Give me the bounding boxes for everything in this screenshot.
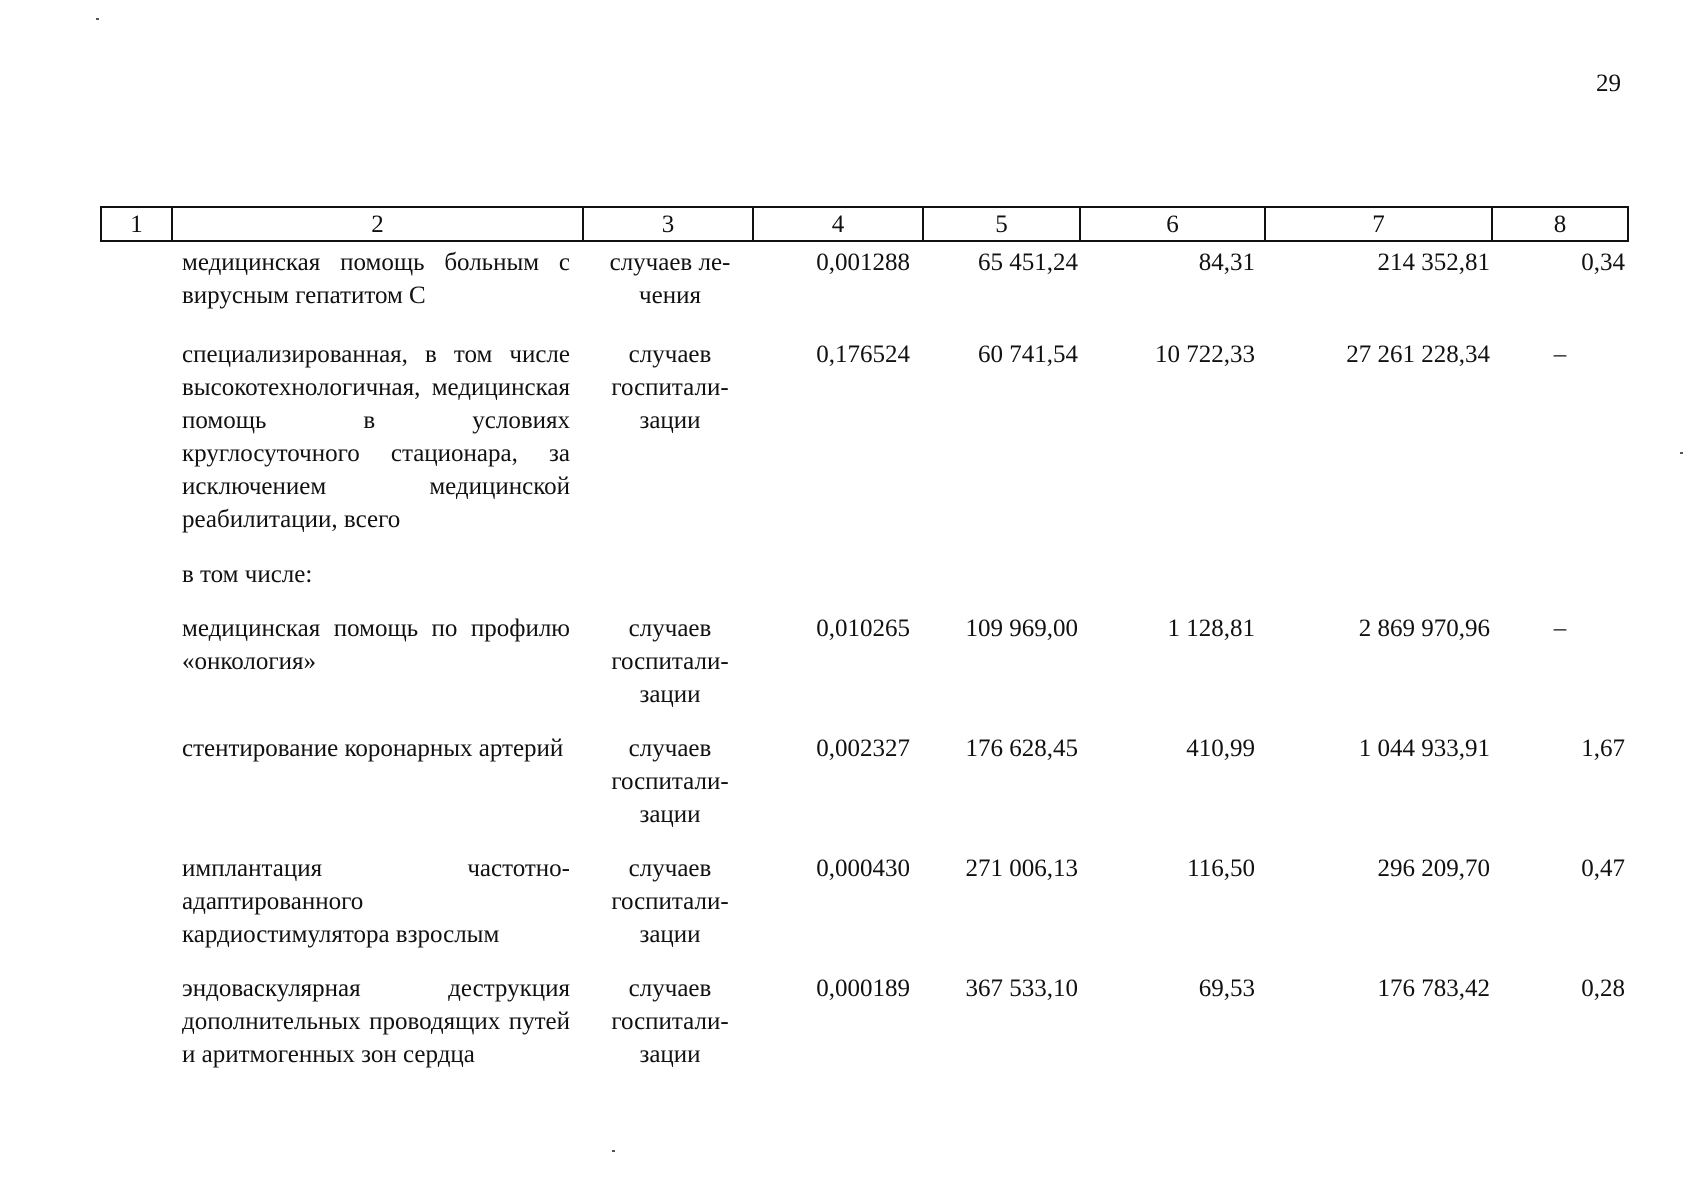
column-number-3: 3 [584,208,754,240]
row-value-col5: 367 533,10 [965,975,1078,1002]
row-name: эндоваскулярная деструкция дополнительных проводящих путей и аритмогенных зон сердца [182,975,570,1068]
row-unit: случаев госпитали- зации [611,975,729,1068]
row-value-col8: 0,47 [1581,855,1625,882]
table-header-row [100,206,1629,242]
row-name: медицинская помощь больным с вирусным гепатитом С [182,249,570,309]
row-name: медицинская помощь по профилю «онкология» [182,615,570,675]
row-value-col8: – [1553,341,1567,368]
column-number-7: 7 [1266,208,1493,240]
row-unit: случаев госпитали- зации [611,735,729,828]
scan-speck [612,1150,615,1152]
row-value-col8: 0,34 [1581,249,1625,276]
row-unit: случаев госпитали- зации [611,341,729,434]
row-value-col7: 214 352,81 [1377,249,1490,276]
row-value-col4: 0,000189 [816,975,910,1002]
row-value-col6: 410,99 [1186,735,1255,762]
scan-speck [96,18,99,20]
column-number-5: 5 [924,208,1081,240]
row-value-col7: 27 261 228,34 [1346,341,1490,368]
column-number-1: 1 [102,208,173,240]
row-value-col4: 0,001288 [816,249,910,276]
row-value-col8: 1,67 [1581,735,1625,762]
row-value-col5: 60 741,54 [978,341,1078,368]
row-value-col6: 116,50 [1187,855,1255,882]
row-value-col5: 65 451,24 [978,249,1078,276]
row-value-col6: 69,53 [1198,975,1255,1002]
row-name: имплантация частотно-адаптированного кардиостимулятора взрослым [182,855,570,948]
row-value-col8: – [1553,615,1567,642]
row-value-col7: 296 209,70 [1377,855,1490,882]
row-unit: случаев госпитали- зации [611,615,729,708]
row-value-col7: 2 869 970,96 [1358,615,1490,642]
row-value-col4: 0,010265 [816,615,910,642]
subheading-in-including: в том числе: [182,561,313,588]
row-value-col8: 0,28 [1581,975,1625,1002]
row-value-col4: 0,000430 [816,855,910,882]
row-value-col5: 176 628,45 [965,735,1078,762]
row-value-col5: 271 006,13 [965,855,1078,882]
scan-speck [1680,452,1683,454]
row-name: специализированная, в том числе высокотехнологичная, медицинская помощь в условиях круглосуточного стационара, за исключением медицинской реабилитации, всего [182,341,570,533]
row-value-col6: 1 128,81 [1167,615,1255,642]
column-number-4: 4 [754,208,924,240]
row-value-col5: 109 969,00 [965,615,1078,642]
column-number-6: 6 [1081,208,1266,240]
row-value-col7: 1 044 933,91 [1358,735,1490,762]
row-value-col6: 84,31 [1198,249,1255,276]
row-value-col4: 0,176524 [816,341,910,368]
row-value-col6: 10 722,33 [1155,341,1255,368]
row-unit: случаев госпитали- зации [611,855,729,948]
row-value-col7: 176 783,42 [1377,975,1490,1002]
column-number-8: 8 [1553,211,1567,238]
column-number-2: 2 [173,208,584,240]
row-name: стентирование коронарных артерий [182,735,564,762]
row-unit: случаев ле- чения [609,249,731,309]
row-value-col4: 0,002327 [816,735,910,762]
page-number: 29 [1596,70,1621,97]
